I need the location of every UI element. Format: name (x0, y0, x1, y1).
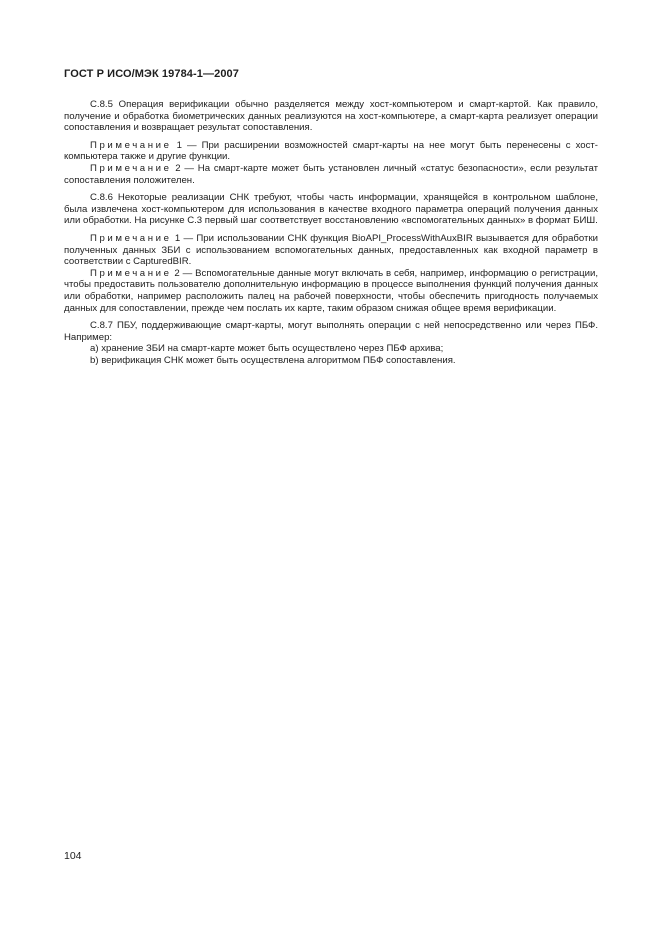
paragraph-c-8-5 (64, 99, 598, 134)
note-label: Примечание (90, 139, 172, 151)
note-text: 2 — На смарт-карте может быть установлен личный «статус безопасности», если результат сопоставления положителен. (64, 162, 598, 186)
note-1-c-8-6 (64, 233, 598, 268)
document-body (64, 99, 598, 366)
list-item-text: a) хранение ЗБИ на смарт-карте может быть осуществлено через ПБФ архива; (90, 343, 444, 355)
paragraph-text: С.8.7 ПБУ, поддерживающие смарт-карты, могут выполнять операции с ней непосредственно или через ПБФ. Например: (64, 320, 598, 343)
note-2-c-8-6 (64, 268, 598, 314)
paragraph-text: С.8.6 Некоторые реализации СНК требуют, чтобы часть информации, хранящейся в контрольном шаблоне, была извлечена хост-компьютером для использования в качестве входного параметра операций получения данных или обработки. На рисунке С.3 первый шаг соответствует восстановлению «вспомогательных данных» в формат БИШ. (64, 192, 598, 227)
list-item-text: b) верификация СНК может быть осуществлена алгоритмом ПБФ сопоставления. (90, 354, 456, 366)
note-label: Примечание (90, 232, 172, 244)
note-text: 2 — Вспомогательные данные могут включать в себя, например, информацию о регистрации, чтобы предоставить пользователю дополнительную информацию в процессе выполнения функций получения данных или обработки, например расположить палец на рабочей поверхности, чтобы обеспечить пригодность получаемых данных для сопоставлении, прежде чем послать их карте, таким образом снижая общее время верификации. (64, 267, 598, 314)
note-1-c-8-5 (64, 140, 598, 163)
note-text: 1 — При расширении возможностей смарт-карты на нее могут быть перенесены с хост-компьютера также и другие функции. (64, 139, 598, 163)
note-2-c-8-5 (64, 163, 598, 186)
note-text: 1 — При использовании СНК функция BioAPI_ProcessWithAuxBIR вызывается для обработки полученных данных ЗБИ с использованием вспомогательных данных, предоставленных как входной параметр в соответствии с CapturedBIR. (64, 232, 598, 268)
list-item-b (64, 355, 598, 367)
list-item-a (64, 343, 598, 355)
paragraph-c-8-7 (64, 320, 598, 343)
note-label: Примечание (90, 267, 172, 279)
paragraph-text: С.8.5 Операция верификации обычно разделяется между хост-компьютером и смарт-картой. Как правило, получение и обработка биометрических данных реализуются на хост-компьютере, а смарт-карта реализует операции сопоставления и возвращает результат сопоставления. (64, 99, 598, 134)
page-number: 104 (64, 850, 82, 862)
paragraph-c-8-6 (64, 192, 598, 227)
note-label: Примечание (90, 162, 172, 174)
document-header: ГОСТ Р ИСО/МЭК 19784-1—2007 (64, 68, 239, 80)
